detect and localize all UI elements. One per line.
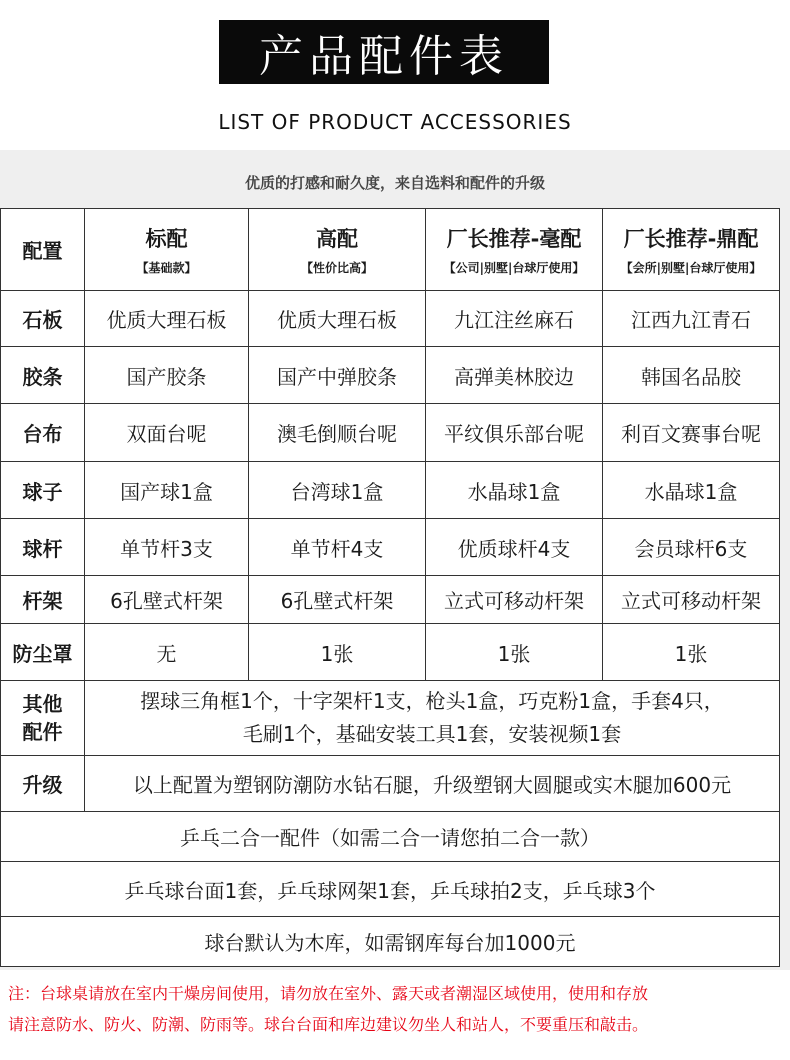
corner-cell: 配置	[1, 209, 85, 291]
row-label: 台布	[1, 404, 85, 462]
column-sub: 【公司|别墅|台球厅使用】	[443, 261, 585, 275]
row-label: 球子	[1, 462, 85, 519]
header-area	[0, 0, 790, 150]
row-label: 升级	[1, 756, 85, 812]
table-cell: 高弹美林胶边	[426, 347, 603, 404]
upgrade-row	[1, 756, 780, 812]
column-sub: 【会所|别墅|台球厅使用】	[620, 261, 762, 275]
pingpong-title-row	[1, 812, 780, 862]
accessories-table	[0, 208, 780, 967]
table-cell: 6孔壁式杆架	[85, 576, 249, 624]
column-name: 厂长推荐-鼎配	[623, 227, 759, 251]
column-sub: 【基础款】	[136, 261, 197, 275]
table-row	[1, 404, 780, 462]
column-name: 厂长推荐-毫配	[446, 227, 582, 251]
other-label-line-1: 其他	[22, 692, 63, 716]
row-label: 石板	[1, 291, 85, 347]
other-accessories-cell	[85, 681, 780, 756]
table-cell: 水晶球1盒	[603, 462, 780, 519]
column-name: 高配	[316, 227, 358, 251]
row-label	[1, 681, 85, 756]
table-cell: 单节杆3支	[85, 519, 249, 576]
page-title: 产品配件表	[219, 20, 549, 84]
pingpong-items-row	[1, 862, 780, 917]
table-cell: 无	[85, 624, 249, 681]
column-header	[603, 209, 780, 291]
column-sub: 【性价比高】	[300, 261, 373, 275]
table-row	[1, 291, 780, 347]
pingpong-items-cell: 乒乓球台面1套，乒乓球网架1套，乒乓球拍2支，乒乓球3个	[1, 862, 780, 917]
table-cell: 九江注丝麻石	[426, 291, 603, 347]
table-row	[1, 624, 780, 681]
row-label: 杆架	[1, 576, 85, 624]
column-header	[85, 209, 249, 291]
table-cell: 水晶球1盒	[426, 462, 603, 519]
other-line-2: 毛刷1个，基础安装工具1套，安装视频1套	[242, 722, 622, 746]
table-cell: 6孔壁式杆架	[249, 576, 426, 624]
table-cell: 优质大理石板	[85, 291, 249, 347]
upgrade-cell: 以上配置为塑钢防潮防水钻石腿，升级塑钢大圆腿或实木腿加600元	[85, 756, 780, 812]
row-label: 胶条	[1, 347, 85, 404]
row-label: 防尘罩	[1, 624, 85, 681]
usage-note	[8, 978, 783, 1040]
table-cell: 立式可移动杆架	[603, 576, 780, 624]
table-cell: 1张	[603, 624, 780, 681]
table-cell: 会员球杆6支	[603, 519, 780, 576]
table-row	[1, 519, 780, 576]
table-cell: 国产中弹胶条	[249, 347, 426, 404]
column-header	[426, 209, 603, 291]
usage-note-line-2: 请注意防水、防火、防潮、防雨等。球台台面和库边建议勿坐人和站人，不要重压和敲击。	[8, 1015, 649, 1034]
table-cell: 双面台呢	[85, 404, 249, 462]
table-cell: 国产球1盒	[85, 462, 249, 519]
table-cell: 台湾球1盒	[249, 462, 426, 519]
table-cell: 立式可移动杆架	[426, 576, 603, 624]
table-header-row	[1, 209, 780, 291]
row-label: 球杆	[1, 519, 85, 576]
table-cell: 韩国名品胶	[603, 347, 780, 404]
table-cell: 优质球杆4支	[426, 519, 603, 576]
tagline: 优质的打感和耐久度，来自选料和配件的升级	[244, 174, 545, 192]
page-subtitle: LIST OF PRODUCT ACCESSORIES	[218, 110, 572, 134]
pingpong-title-cell: 乒乓二合一配件（如需二合一请您拍二合一款）	[1, 812, 780, 862]
default-note-cell: 球台默认为木库，如需钢库每台加1000元	[1, 917, 780, 967]
column-name: 标配	[145, 227, 188, 251]
table-cell: 国产胶条	[85, 347, 249, 404]
table-cell: 1张	[249, 624, 426, 681]
table-cell: 澳毛倒顺台呢	[249, 404, 426, 462]
table-cell: 平纹俱乐部台呢	[426, 404, 603, 462]
column-header	[249, 209, 426, 291]
table-cell: 利百文赛事台呢	[603, 404, 780, 462]
default-note-row	[1, 917, 780, 967]
table-row	[1, 462, 780, 519]
other-accessories-row	[1, 681, 780, 756]
table-cell: 江西九江青石	[603, 291, 780, 347]
other-line-1: 摆球三角框1个，十字架杆1支，枪头1盒，巧克粉1盒，手套4只，	[140, 689, 724, 713]
other-label-line-2: 配件	[22, 720, 63, 744]
usage-note-line-1: 注：台球桌请放在室内干燥房间使用，请勿放在室外、露天或者潮湿区域使用，使用和存放	[8, 984, 649, 1003]
table-cell: 1张	[426, 624, 603, 681]
table-row	[1, 576, 780, 624]
table-cell: 单节杆4支	[249, 519, 426, 576]
table-cell: 优质大理石板	[249, 291, 426, 347]
table-row	[1, 347, 780, 404]
